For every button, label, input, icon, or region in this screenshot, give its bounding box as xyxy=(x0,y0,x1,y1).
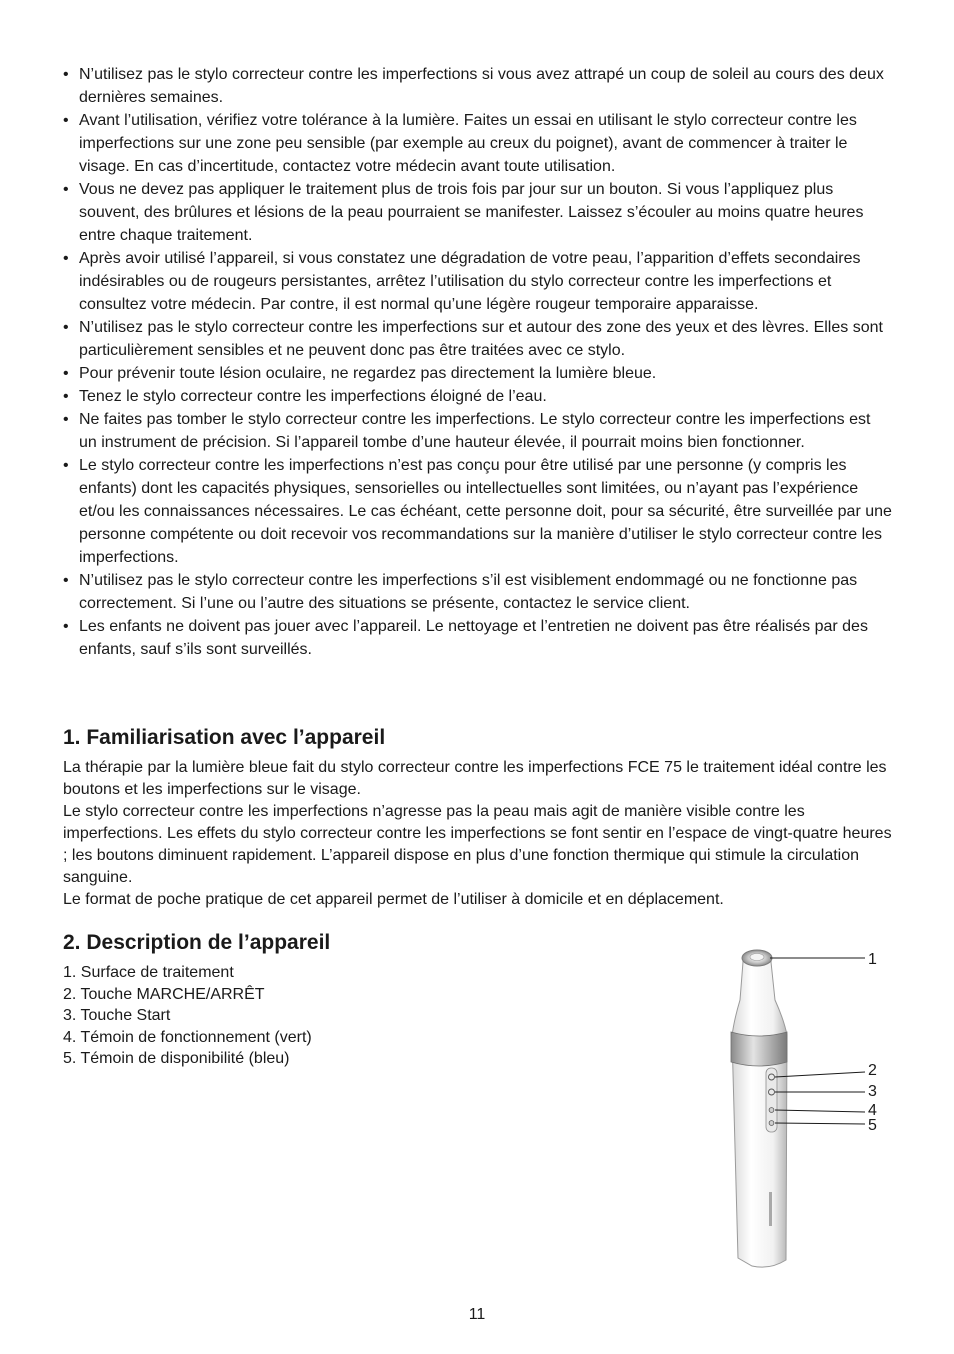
callout-line xyxy=(775,1123,865,1124)
list-item: • N’utilisez pas le stylo correcteur contre les imperfections si vous avez attrapé un coup de soleil au cours des deux dernières semaines. xyxy=(62,63,892,109)
paragraph: La thérapie par la lumière bleue fait du stylo correcteur contre les imperfections FCE 75 le traitement idéal contre les boutons et les imperfections sur le visage. xyxy=(63,759,887,798)
list-item: 1. Surface de traitement xyxy=(63,964,234,981)
standby-led-icon xyxy=(769,1121,774,1126)
callout-number: 4 xyxy=(868,1102,877,1119)
callout-number: 2 xyxy=(868,1062,877,1079)
brand-mark xyxy=(769,1192,772,1226)
section-body-familiarisation xyxy=(63,757,893,911)
list-item: • Pour prévenir toute lésion oculaire, ne regardez pas directement la lumière bleue. xyxy=(62,362,892,385)
safety-bullet-list xyxy=(62,63,892,661)
callout-number: 1 xyxy=(868,951,877,968)
callout-line xyxy=(775,1072,865,1077)
list-item: • Les enfants ne doivent pas jouer avec l’appareil. Le nettoyage et l’entretien ne doivent pas être réalisés par des enfants, sauf s’ils sont surveillés. xyxy=(62,615,892,661)
list-item: • N’utilisez pas le stylo correcteur contre les imperfections s’il est visiblement endommagé ou ne fonctionne pas correctement. Si l’une ou l’autre des situations se présente, contactez le service client. xyxy=(62,569,892,615)
section-heading-description: 2. Description de l’appareil xyxy=(63,931,331,954)
device-illustration xyxy=(700,940,890,1270)
metal-ring xyxy=(731,1032,787,1066)
list-item: • Vous ne devez pas appliquer le traitement plus de trois fois par jour sur un bouton. Si vous l’appliquez plus souvent, des brûlures et lésions de la peau pourraient se manifester. Laissez s’écouler au moins quatre heures entre chaque traitement. xyxy=(62,178,892,247)
paragraph: Le format de poche pratique de cet appareil permet de l’utiliser à domicile et en déplacement. xyxy=(63,891,724,908)
list-item: 4. Témoin de fonctionnement (vert) xyxy=(63,1028,312,1046)
list-item: 3. Touche Start xyxy=(63,1007,171,1024)
list-item: • N’utilisez pas le stylo correcteur contre les imperfections sur et autour des zone des yeux et des lèvres. Elles sont particulièrement sensibles et ne peuvent donc pas être traitées avec ce stylo. xyxy=(62,316,892,362)
paragraph: Le stylo correcteur contre les imperfections n’agresse pas la peau mais agit de manière visible contre les imperfections. Les effets du stylo correcteur contre les imperfections se font sentir en l’espace de vingt-quatre heures ; les boutons diminuent rapidement. L’appareil dispose en plus d’une fonction thermique qui stimule la circulation sanguine. xyxy=(63,803,892,886)
list-item: • Le stylo correcteur contre les imperfections n’est pas conçu pour être utilisé par une personne (y compris les enfants) dont les capacités physiques, sensorielles ou intellectuelles sont limitées, ou n’ayant pas l’expérience et/ou les connaissances nécessaires. Le cas échéant, cette personne doit, pour sa sécurité, être surveillée par une personne compétente ou doit recevoir vos recommandations sur la manière d’utiliser le stylo correcteur contre les imperfections. xyxy=(62,454,892,569)
list-item: 2. Touche MARCHE/ARRÊT xyxy=(63,985,265,1003)
parts-list xyxy=(63,962,312,1070)
callout-number: 3 xyxy=(868,1083,877,1100)
list-item: • Ne faites pas tomber le stylo correcteur contre les imperfections. Le stylo correcteur contre les imperfections est un instrument de précision. Si l’appareil tombe d’une hauteur élevée, il pourrait moins bien fonctionner. xyxy=(62,408,892,454)
section-heading-familiarisation: 1. Familiarisation avec l’appareil xyxy=(63,726,386,749)
callout-line xyxy=(775,1110,865,1112)
operation-led-icon xyxy=(769,1108,774,1113)
list-item: • Tenez le stylo correcteur contre les imperfections éloigné de l’eau. xyxy=(62,385,892,408)
list-item: • Après avoir utilisé l’appareil, si vous constatez une dégradation de votre peau, l’apparition d’effets secondaires indésirables ou de rougeurs persistantes, arrêtez l’utilisation du stylo correcteur contre les imperfections et consultez votre médecin. Par contre, il est normal qu’une légère rougeur temporaire apparaisse. xyxy=(62,247,892,316)
page-number: 11 xyxy=(468,1306,486,1323)
list-item: • Avant l’utilisation, vérifiez votre tolérance à la lumière. Faites un essai en utilisant le stylo correcteur contre les imperfections sur une zone peu sensible (par exemple au creux du poignet), avant de commencer à traiter le visage. En cas d’incertitude, contactez votre médecin avant toute utilisation. xyxy=(62,109,892,178)
list-item: 5. Témoin de disponibilité (bleu) xyxy=(63,1050,290,1067)
callout-number: 5 xyxy=(868,1117,877,1134)
